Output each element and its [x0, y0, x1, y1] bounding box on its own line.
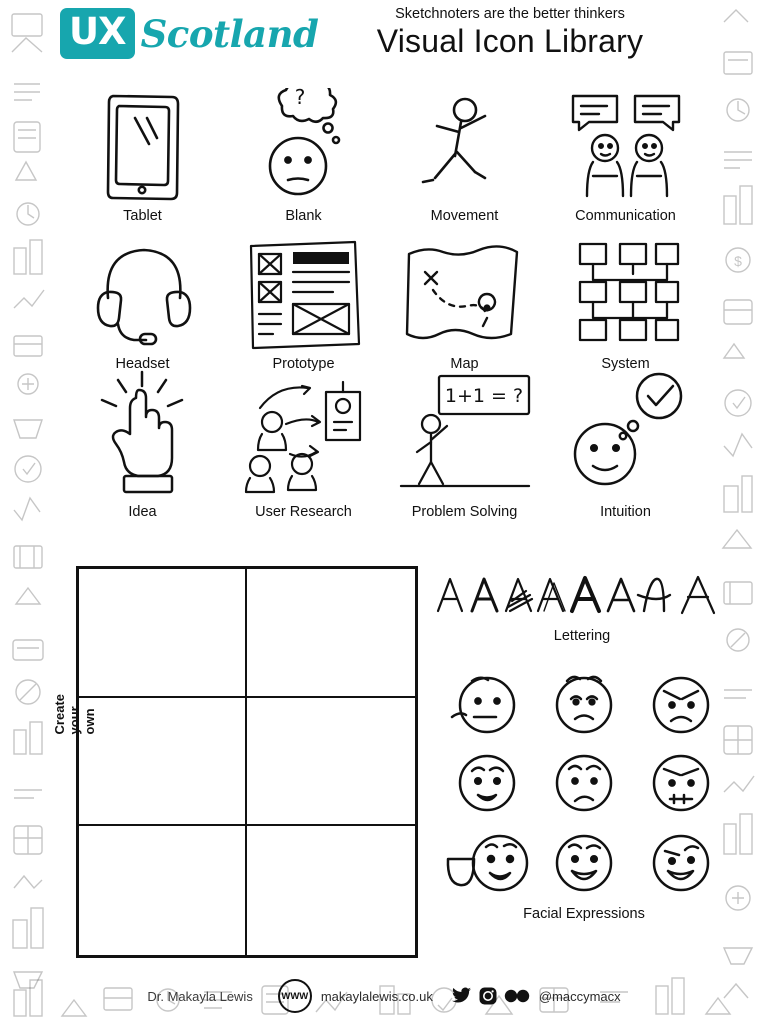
title-block [310, 6, 710, 60]
icon-item-problem-solving [384, 382, 545, 530]
icon-item-prototype [223, 234, 384, 382]
lettering-section [432, 566, 732, 644]
left-doodle-border [0, 0, 58, 1024]
icon-row [62, 234, 708, 382]
running-figure-icon [409, 86, 521, 204]
face-happy-wink [450, 745, 524, 819]
flickr-icon[interactable] [504, 987, 530, 1005]
page-header [58, 0, 710, 82]
page-title: Visual Icon Library [376, 23, 644, 59]
icon-row [62, 86, 708, 234]
twitter-icon[interactable] [452, 987, 472, 1005]
footer-author: Dr. Makayla Lewis [147, 988, 253, 1004]
create-cell[interactable] [247, 698, 415, 827]
instagram-icon[interactable] [479, 987, 497, 1005]
icon-item-communication [545, 86, 706, 234]
icon-label: Communication [575, 208, 676, 224]
social-links [452, 987, 530, 1005]
face-checkmark-thought-icon [561, 382, 691, 500]
icon-label: Idea [128, 504, 157, 520]
lettering-samples [432, 566, 732, 624]
icon-label: Headset [115, 356, 170, 372]
icon-label: Intuition [600, 504, 651, 520]
icon-label: System [601, 356, 650, 372]
create-cell[interactable] [247, 569, 415, 698]
create-cell[interactable] [79, 698, 247, 827]
map-icon [399, 234, 531, 352]
icon-label: Prototype [272, 356, 335, 372]
face-angry [644, 665, 718, 739]
facial-expressions-section [438, 662, 730, 922]
icon-label: Map [450, 356, 479, 372]
face-neutral-flat [450, 665, 524, 739]
icon-item-intuition [545, 382, 706, 530]
tablet-icon [95, 86, 191, 204]
face-sad-frown [547, 745, 621, 819]
svg-text:$: $ [734, 253, 742, 269]
kicker-text: Sketchnoters are the better thinkers [395, 6, 625, 22]
create-cell[interactable] [79, 569, 247, 698]
icon-label: Movement [430, 208, 499, 224]
www-icon: WWW [278, 979, 312, 1013]
page-footer [0, 976, 768, 1016]
icon-item-tablet [62, 86, 223, 234]
footer-handle[interactable]: @maccymacx [538, 988, 621, 1004]
icon-item-headset [62, 234, 223, 382]
lettering-label: Lettering [553, 628, 611, 644]
pointing-hand-idea-icon [88, 382, 198, 500]
org-chart-icon [568, 234, 684, 352]
svg-text:1+1 = ?: 1+1 = ? [444, 385, 523, 407]
two-people-speech-bubbles-icon [561, 86, 691, 204]
headset-icon [88, 234, 198, 352]
create-cell[interactable] [247, 826, 415, 955]
whiteboard-equation-icon [395, 382, 535, 500]
logo-badge: UX [60, 8, 135, 59]
create-your-own-grid[interactable] [76, 566, 418, 958]
icon-item-map [384, 234, 545, 382]
icon-label: Problem Solving [411, 504, 518, 520]
icon-label: Blank [285, 208, 322, 224]
icon-library-grid [62, 86, 708, 530]
faces-grid [438, 662, 730, 902]
icon-row [62, 382, 708, 530]
icon-item-idea [62, 382, 223, 530]
blank-face-thought-icon [248, 86, 360, 204]
face-smiling-mug [442, 825, 532, 899]
create-your-own-label: Create your own [52, 694, 97, 735]
footer-website[interactable]: makaylalewis.co.uk [320, 988, 433, 1004]
svg-text:?: ? [294, 88, 305, 109]
user-research-icon [238, 382, 370, 500]
icon-item-user-research [223, 382, 384, 530]
face-laughing [547, 825, 621, 899]
logo-wordmark: Scotland [140, 11, 319, 56]
icon-item-system [545, 234, 706, 382]
face-grinning [644, 825, 718, 899]
create-cell[interactable] [79, 826, 247, 955]
icon-item-movement [384, 86, 545, 234]
icon-label: Tablet [123, 208, 162, 224]
face-annoyed [644, 745, 718, 819]
facial-expressions-label: Facial Expressions [523, 906, 645, 922]
ux-scotland-logo [60, 8, 318, 59]
icon-item-blank [223, 86, 384, 234]
icon-label: User Research [255, 504, 352, 520]
face-worried [547, 665, 621, 739]
wireframe-page-icon [241, 234, 367, 352]
